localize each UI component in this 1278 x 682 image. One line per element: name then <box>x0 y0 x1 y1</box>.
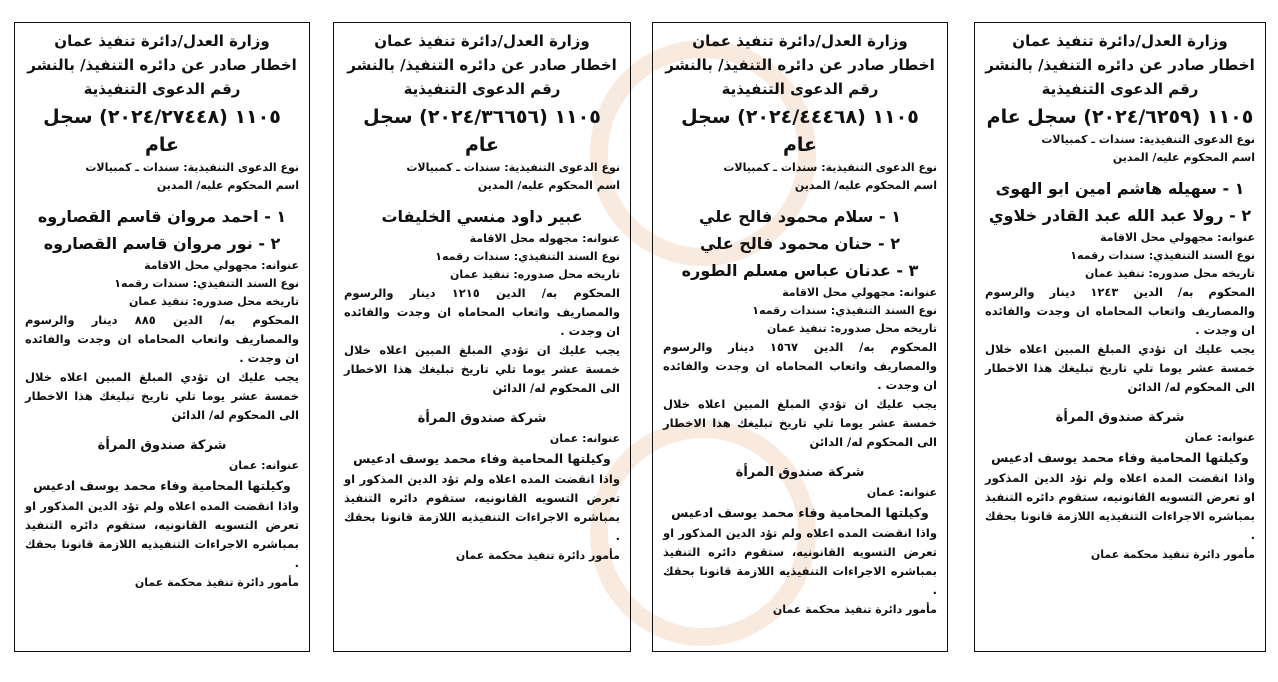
notice-heading: اخطار صادر عن دائره التنفيذ/ بالنشر <box>665 56 935 74</box>
case-number: ١١٠٥ (٢٠٢٤/٤٤٤٦٨) سجل عام <box>681 106 919 156</box>
debtor-address: عنوانه: مجهولي محل الاقامة <box>1100 231 1255 244</box>
notice-heading: اخطار صادر عن دائره التنفيذ/ بالنشر <box>27 56 297 74</box>
amount-text: المحكوم به/ الدين ١٢١٥ دينار والرسوم والمصاريف واتعاب المحاماه ان وجدت والفائده ان وجدت . <box>344 286 620 338</box>
debtor-name: ٢ - نور مروان قاسم القصاروه <box>43 234 281 253</box>
warning-text: واذا انقضت المده اعلاه ولم تؤد الدين المذكور او تعرض التسويه القانونيه، ستقوم دائره التنفيذ بمباشره الاجراءات التنفيذيه اللازمة قانونا بحقك . <box>985 471 1255 542</box>
debtor-name: ٣ - عدنان عباس مسلم الطوره <box>681 261 919 280</box>
officer-signature: مأمور دائرة تنفيذ محكمة عمان <box>1090 548 1255 561</box>
issue-place: تاريخه محل صدوره: تنفيذ عمان <box>766 322 937 335</box>
warning-text: واذا انقضت المده اعلاه ولم تؤد الدين المذكور او تعرض التسويه القانونيه، ستقوم دائره التنفيذ بمباشره الاجراءات التنفيذيه اللازمة قانونا بحقك . <box>663 526 937 597</box>
creditor-company: شركة صندوق المرأة <box>1055 410 1185 425</box>
notice-heading: اخطار صادر عن دائره التنفيذ/ بالنشر <box>347 56 617 74</box>
officer-signature: مأمور دائرة تنفيذ محكمة عمان <box>455 549 620 562</box>
debtor-name: ١ - احمد مروان قاسم القصاروه <box>37 207 287 226</box>
notice-box <box>14 22 310 652</box>
instrument-type: نوع السند التنفيذي: سندات رقمه١ <box>752 304 937 317</box>
creditor-agent: وكيلتها المحامية وفاء محمد يوسف ادعيس <box>33 478 291 493</box>
issue-place: تاريخه محل صدوره: تنفيذ عمان <box>1084 267 1255 280</box>
creditor-agent: وكيلتها المحامية وفاء محمد يوسف ادعيس <box>991 450 1249 465</box>
issue-place: تاريخه محل صدوره: تنفيذ عمان <box>128 295 299 308</box>
amount-text: المحكوم به/ الدين ١٢٤٣ دينار والرسوم والمصاريف واتعاب المحاماه ان وجدت والفائده ان وجدت . <box>985 285 1255 337</box>
case-label: رقم الدعوى التنفيذية <box>83 80 241 98</box>
debtor-address: عنوانه: مجهولي محل الاقامة <box>782 286 937 299</box>
creditor-company: شركة صندوق المرأة <box>417 411 547 426</box>
case-number: ١١٠٥ (٢٠٢٤/٢٧٤٤٨) سجل عام <box>43 106 281 156</box>
amount-text: المحكوم به/ الدين ٨٨٥ دينار والرسوم والمصاريف واتعاب المحاماه ان وجدت والفائده ان وجدت . <box>25 313 299 365</box>
payment-text: يجب عليك ان تؤدي المبلغ المبين اعلاه خلال خمسة عشر يوما تلي تاريخ تبليغك هذا الاخطار الى المحكوم له/ الدائن <box>344 343 620 395</box>
debtor-label: اسم المحكوم عليه/ المدين <box>156 179 299 192</box>
ministry-title: وزارة العدل/دائرة تنفيذ عمان <box>692 32 908 50</box>
creditor-company: شركة صندوق المرأة <box>97 438 227 453</box>
debtor-label: اسم المحكوم عليه/ المدين <box>1112 151 1255 164</box>
issue-place: تاريخه محل صدوره: تنفيذ عمان <box>449 268 620 281</box>
warning-text: واذا انقضت المده اعلاه ولم تؤد الدين المذكور او تعرض التسويه القانونيه، ستقوم دائره التنفيذ بمباشره الاجراءات التنفيذيه اللازمة قانونا بحقك . <box>344 472 620 543</box>
ministry-title: وزارة العدل/دائرة تنفيذ عمان <box>54 32 270 50</box>
debtor-label: اسم المحكوم عليه/ المدين <box>477 179 620 192</box>
creditor-address: عنوانه: عمان <box>549 432 620 445</box>
instrument-type: نوع السند التنفيذي: سندات رقمه١ <box>114 277 299 290</box>
debtor-name: عبير داود منسي الخليفات <box>381 207 583 226</box>
case-label: رقم الدعوى التنفيذية <box>1041 80 1199 98</box>
debtor-label: اسم المحكوم عليه/ المدين <box>794 179 937 192</box>
debtor-name: ١ - سلام محمود فالح علي <box>699 207 901 226</box>
case-label: رقم الدعوى التنفيذية <box>403 80 561 98</box>
payment-text: يجب عليك ان تؤدي المبلغ المبين اعلاه خلال خمسة عشر يوما تلي تاريخ تبليغك هذا الاخطار الى المحكوم له/ الدائن <box>25 370 299 422</box>
payment-text: يجب عليك ان تؤدي المبلغ المبين اعلاه خلال خمسة عشر يوما تلي تاريخ تبليغك هذا الاخطار الى المحكوم له/ الدائن <box>663 397 937 449</box>
notice-box <box>333 22 631 652</box>
amount-text: المحكوم به/ الدين ١٥٦٧ دينار والرسوم والمصاريف واتعاب المحاماه ان وجدت والفائده ان وجدت . <box>663 340 937 392</box>
creditor-agent: وكيلتها المحامية وفاء محمد يوسف ادعيس <box>353 451 611 466</box>
creditor-agent: وكيلتها المحامية وفاء محمد يوسف ادعيس <box>671 505 929 520</box>
ministry-title: وزارة العدل/دائرة تنفيذ عمان <box>374 32 590 50</box>
notice-box <box>652 22 948 652</box>
instrument-type: نوع السند التنفيذي: سندات رقمه١ <box>435 250 620 263</box>
officer-signature: مأمور دائرة تنفيذ محكمة عمان <box>134 576 299 589</box>
instrument-type: نوع السند التنفيذي: سندات رقمه١ <box>1070 249 1255 262</box>
creditor-address: عنوانه: عمان <box>228 459 299 472</box>
warning-text: واذا انقضت المده اعلاه ولم تؤد الدين المذكور او تعرض التسويه القانونيه، ستقوم دائره التنفيذ بمباشره الاجراءات التنفيذيه اللازمة قانونا بحقك . <box>25 499 299 570</box>
debtor-name: ٢ - رولا عبد الله عبد القادر خلاوي <box>988 206 1252 225</box>
case-type: نوع الدعوى التنفيذية: سندات ـ كمبيالات <box>1041 133 1255 146</box>
debtor-address: عنوانه: مجهولي محل الاقامة <box>144 259 299 272</box>
creditor-address: عنوانه: عمان <box>866 486 937 499</box>
case-number: ١١٠٥ (٢٠٢٤/٣٦٦٥٦) سجل عام <box>363 106 601 156</box>
payment-text: يجب عليك ان تؤدي المبلغ المبين اعلاه خلال خمسة عشر يوما تلي تاريخ تبليغك هذا الاخطار الى المحكوم له/ الدائن <box>985 342 1255 394</box>
case-type: نوع الدعوى التنفيذية: سندات ـ كمبيالات <box>85 161 299 174</box>
debtor-address: عنوانه: مجهوله محل الاقامة <box>469 232 620 245</box>
debtor-name: ٢ - حنان محمود فالح علي <box>699 234 901 253</box>
case-label: رقم الدعوى التنفيذية <box>721 80 879 98</box>
case-type: نوع الدعوى التنفيذية: سندات ـ كمبيالات <box>723 161 937 174</box>
debtor-name: ١ - سهيله هاشم امين ابو الهوى <box>995 179 1245 198</box>
officer-signature: مأمور دائرة تنفيذ محكمة عمان <box>772 603 937 616</box>
case-type: نوع الدعوى التنفيذية: سندات ـ كمبيالات <box>406 161 620 174</box>
case-number: ١١٠٥ (٢٠٢٤/٦٢٥٩) سجل عام <box>986 106 1254 128</box>
notice-box <box>974 22 1266 652</box>
creditor-company: شركة صندوق المرأة <box>735 465 865 480</box>
notice-heading: اخطار صادر عن دائره التنفيذ/ بالنشر <box>985 56 1255 74</box>
ministry-title: وزارة العدل/دائرة تنفيذ عمان <box>1012 32 1228 50</box>
creditor-address: عنوانه: عمان <box>1184 431 1255 444</box>
